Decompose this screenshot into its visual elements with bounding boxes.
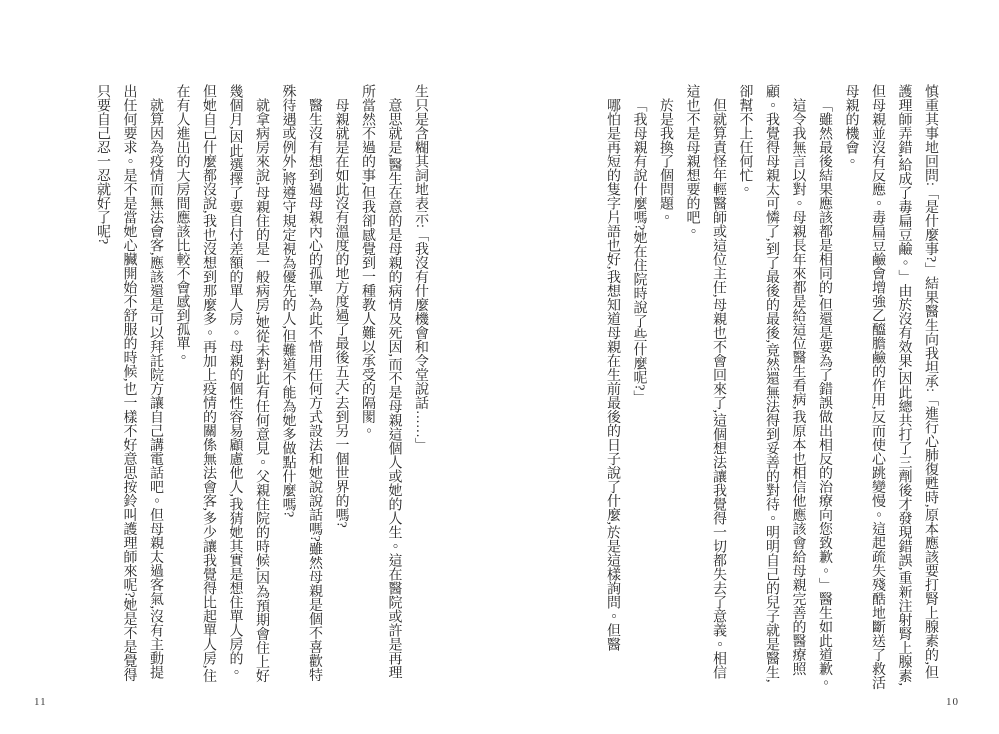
page-right-text-block [599,84,944,690]
paragraph: 意思就是,醫生在意的是母親的病情及死因,而不是母親這個人或她的人生。這在醫院或許是再理所當然不過的事,但我卻感覺到一種教人難以承受的隔閡。 [360,84,402,679]
paragraph: 生只是含糊其詞地表示:「我沒有什麼機會和令堂說話……」 [413,84,428,452]
paragraph: 醫生沒有想到過母親內心的孤單,為此不惜用任何方式設法和她說說話嗎?雖然母親是個不喜歡特殊待遇或例外,將遵守規定視為優先的人,但難道不能為她多做點什麼嗎? [280,84,322,682]
paragraph: 「雖然最後結果應該都是相同的,但還是要為了錯誤做出相反的治療向您致歉。」醫生如此道歉。 [817,98,832,690]
paragraph: 於是我換了個問題。 [658,98,673,224]
paragraph: 但就算責怪年輕醫師或這位主任,母親也不會回來了,這個想法讓我覺得一切都失去了意義。相信這也不是母親想要的吧。 [684,84,726,679]
paragraph: 哪怕是再短的隻字片語也好,我想知道母親在生前最後的日子說了什麼,於是這樣詢問。但醫 [605,98,620,651]
paragraph: 慎重其事地回問:「是什麼事?」結果醫生向我坦承:「進行心肺復甦時,原本應該要打腎上腺素的,但護理師弄錯,給成了毒扁豆鹼。」由於沒有效果,因此總共打了三劑後才發現錯誤,重新注射腎上腺素,但母親並沒有反應。毒扁豆鹼會增強乙醯膽鹼的作用,反而使心跳變慢。這起疏失殘酷地斷送了救活母親的機會。 [843,84,938,690]
page-left-text-block [89,84,434,690]
paragraph: 母親就是在如此沒有溫度的地方度過了最後五天,去到另一個世界的嗎? [333,98,349,528]
paragraph: 「我母親有說什麼嗎?她在住院時說了些什麼呢?」 [631,98,647,405]
book-page-right [500,0,999,734]
page-number-left: 11 [34,696,47,708]
book-page-left [0,0,499,734]
page-number-right: 10 [946,696,959,708]
paragraph: 這令我無言以對。母親長年來都是給這位醫生看病,我原本也相信他應該會給母親完善的醫療照顧。我覺得母親太可憐了,到了最後的最後,竟然還無法得到妥善的對待。明明自己的兒子就是醫生,卻幫不上任何忙。 [737,84,806,683]
paragraph: 就拿病房來說,母親住的是一般病房,她從未對此有任何意見。父親住院的時候,因為預期會住上好幾個月,因此選擇了要自付差額的單人房。母親的個性容易顧慮他人,我猜她其實是想住單人房的。但她自己什麼都沒說,我也沒想到那麼多。再加上疫情的關係無法會客,多少讓我覺得比起單人房,住在有人進出的大房間應該比較不會感到孤單。 [174,84,269,683]
paragraph: 就算因為疫情而無法會客,應該還是可以拜託院方讓自己講電話吧。但母親太過客氣,沒有主動提出任何要求。是不是當她心臟開始不舒服的時候,也一樣不好意思按鈴叫護理師來呢?她是不是覺得只要自己忍一忍就好了呢? [95,84,163,682]
